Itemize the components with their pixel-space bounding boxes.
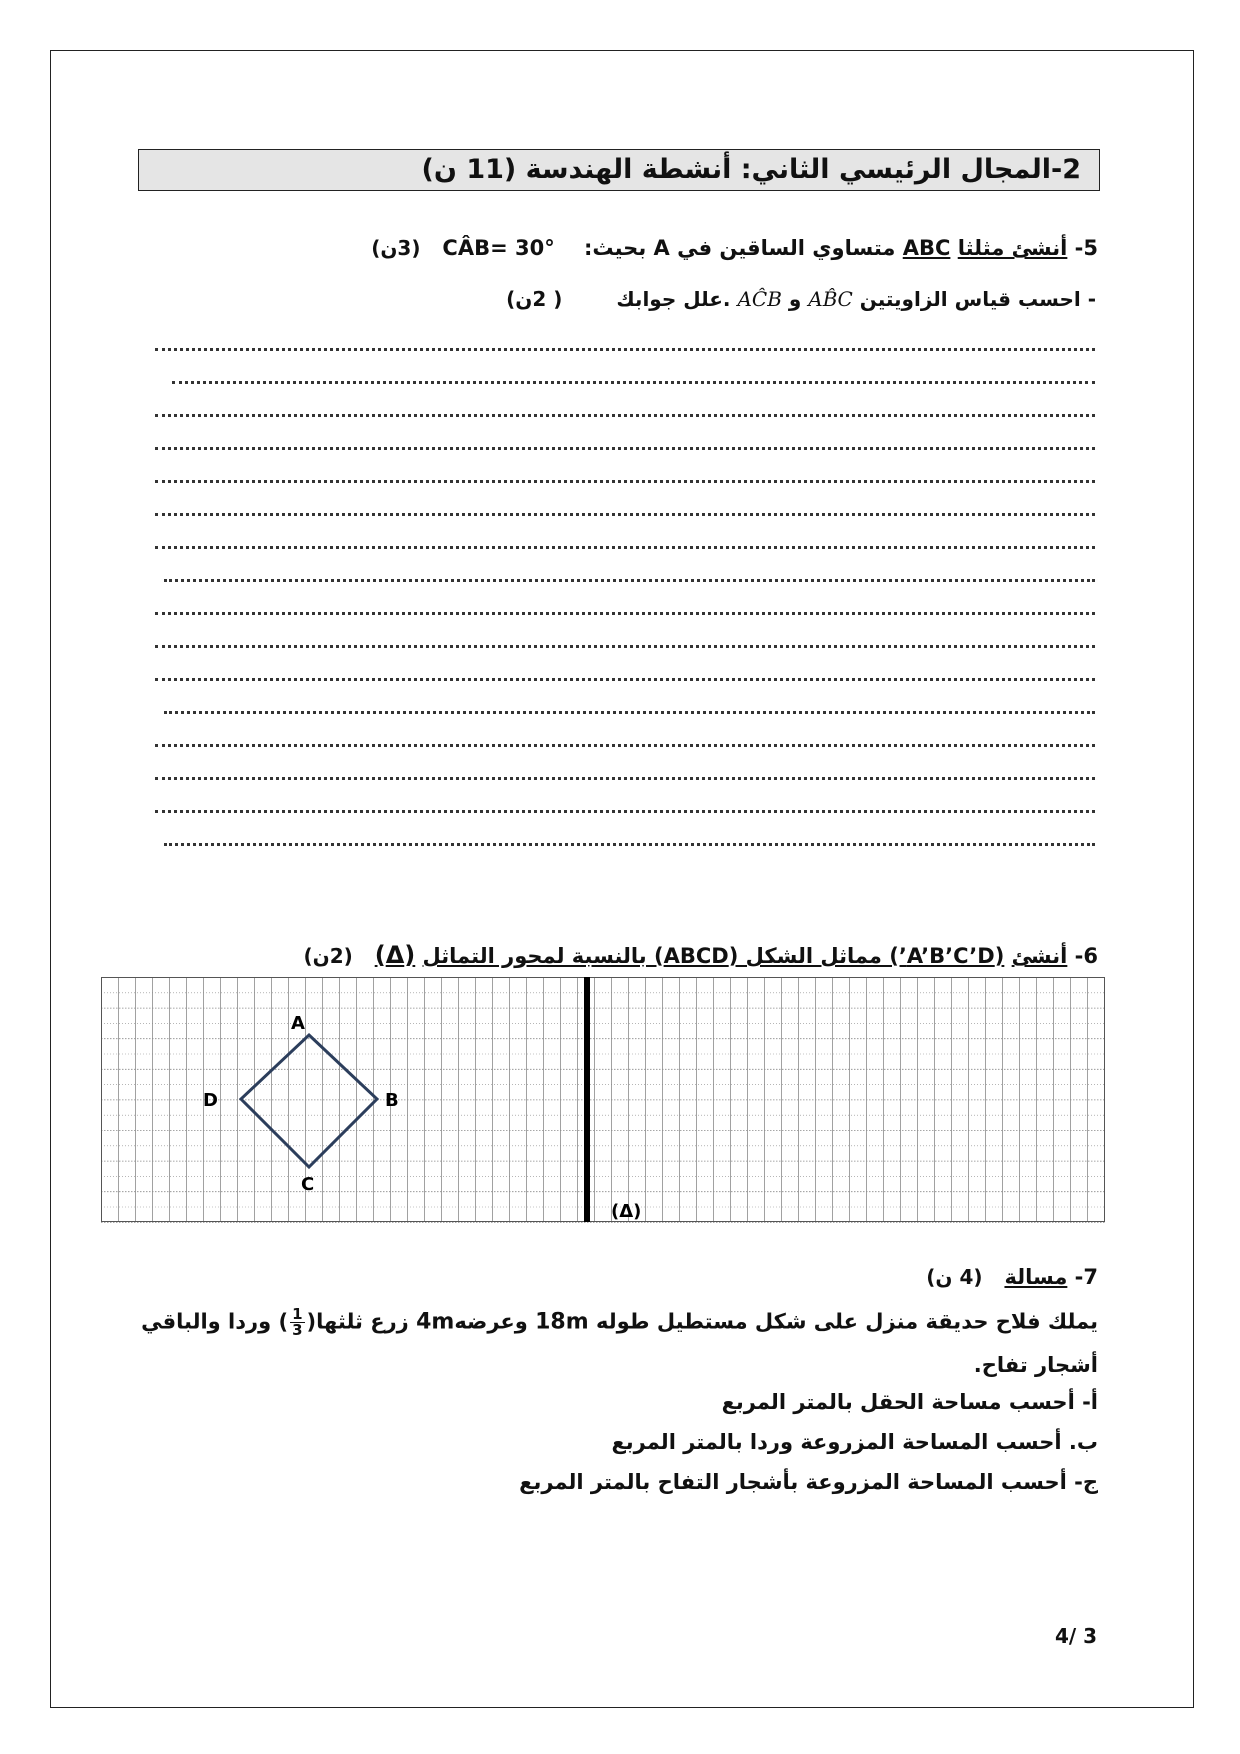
ex7-points: (4 ن)	[926, 1265, 983, 1289]
ex7-text-b: وعرضه	[454, 1309, 528, 1334]
ex7-question-c: ج- أحسب المساحة المزروعة بأشجار التفاح بالمتر المربع	[519, 1470, 1098, 1494]
answer-line	[155, 612, 1095, 615]
ex7-heading: مسالة	[1004, 1265, 1068, 1289]
ex5-verb: أنشئ مثلثا	[957, 236, 1068, 260]
answer-line	[164, 843, 1095, 846]
ex5-question	[506, 287, 1096, 311]
ex7-length: 18m	[535, 1309, 589, 1335]
grid-svg	[101, 977, 1106, 1223]
section-title: 2-المجال الرئيسي الثاني: أنشطة الهندسة (11 ن)	[138, 149, 1100, 191]
ex6-text: (A’B’C’D’) مماثل الشكل (ABCD) بالنسبة لمحور التماثل	[422, 944, 1005, 968]
ex5-angle-abc: AB̂C	[808, 287, 853, 311]
ex7-width: 4m	[416, 1309, 455, 1335]
ex7-title	[926, 1265, 1098, 1289]
ex6-axis: (Δ)	[374, 941, 416, 969]
ex7-question-b: ب. أحسب المساحة المزروعة وردا بالمتر المربع	[611, 1430, 1098, 1454]
axis-label: (Δ)	[611, 1201, 642, 1222]
frac-denominator: 3	[292, 1321, 303, 1339]
ex5-q-points: ( 2ن)	[506, 287, 563, 311]
answer-line	[155, 744, 1095, 747]
answer-line	[164, 579, 1095, 582]
ex6-statement	[304, 941, 1099, 969]
ex7-statement-line1	[141, 1307, 1098, 1338]
label-c: C	[301, 1174, 315, 1195]
answer-line	[155, 810, 1095, 813]
ex7-question-a: أ- أحسب مساحة الحقل بالمتر المربع	[721, 1390, 1098, 1414]
label-d: D	[203, 1090, 218, 1111]
ex7-number: 7-	[1074, 1265, 1098, 1289]
page-number: 4/ 3	[1055, 1624, 1098, 1648]
answer-line	[155, 414, 1095, 417]
ex6-points: (2ن)	[303, 944, 353, 968]
ex7-text-d: وردا والباقي	[141, 1309, 272, 1334]
ex7-statement-line2: أشجار تفاح.	[973, 1353, 1098, 1377]
frac-numerator: 1	[292, 1305, 303, 1323]
answer-line	[155, 480, 1095, 483]
ex5-number: 5-	[1074, 236, 1098, 260]
label-b: B	[385, 1090, 399, 1111]
ex5-statement	[371, 236, 1098, 260]
ex5-q-prefix: - احسب قياس الزاويتين	[859, 287, 1096, 311]
answer-line	[155, 777, 1095, 780]
ex6-number: 6-	[1074, 944, 1098, 968]
ex5-points: (3ن)	[371, 236, 421, 260]
symmetry-grid	[101, 977, 1106, 1223]
answer-line	[155, 678, 1095, 681]
answer-line	[155, 513, 1095, 516]
grid-lines	[101, 977, 1105, 1222]
answer-line	[155, 348, 1095, 351]
ex5-angle-acb: AĈB	[737, 287, 782, 311]
label-a: A	[291, 1013, 305, 1034]
ex5-angle: CÂB= 30°	[442, 236, 555, 260]
ex6-verb: أنشئ	[1011, 944, 1068, 968]
answer-line	[172, 381, 1095, 384]
answer-line	[155, 645, 1095, 648]
answer-line	[164, 711, 1095, 714]
answer-line	[155, 546, 1095, 549]
ex7-text-c: زرع ثلثها	[316, 1309, 409, 1334]
ex5-condition: متساوي الساقين في A بحيث:	[583, 236, 896, 260]
answer-line	[155, 447, 1095, 450]
ex5-and: و	[788, 287, 802, 311]
ex5-q-suffix: .علل جوابك	[616, 287, 731, 311]
ex7-text-a: يملك فلاح حديقة منزل على شكل مستطيل طوله	[595, 1309, 1098, 1334]
ex7-fraction: ( $\frac{1}{3}$ )	[278, 1305, 317, 1339]
ex5-triangle-name: ABC	[902, 236, 951, 260]
